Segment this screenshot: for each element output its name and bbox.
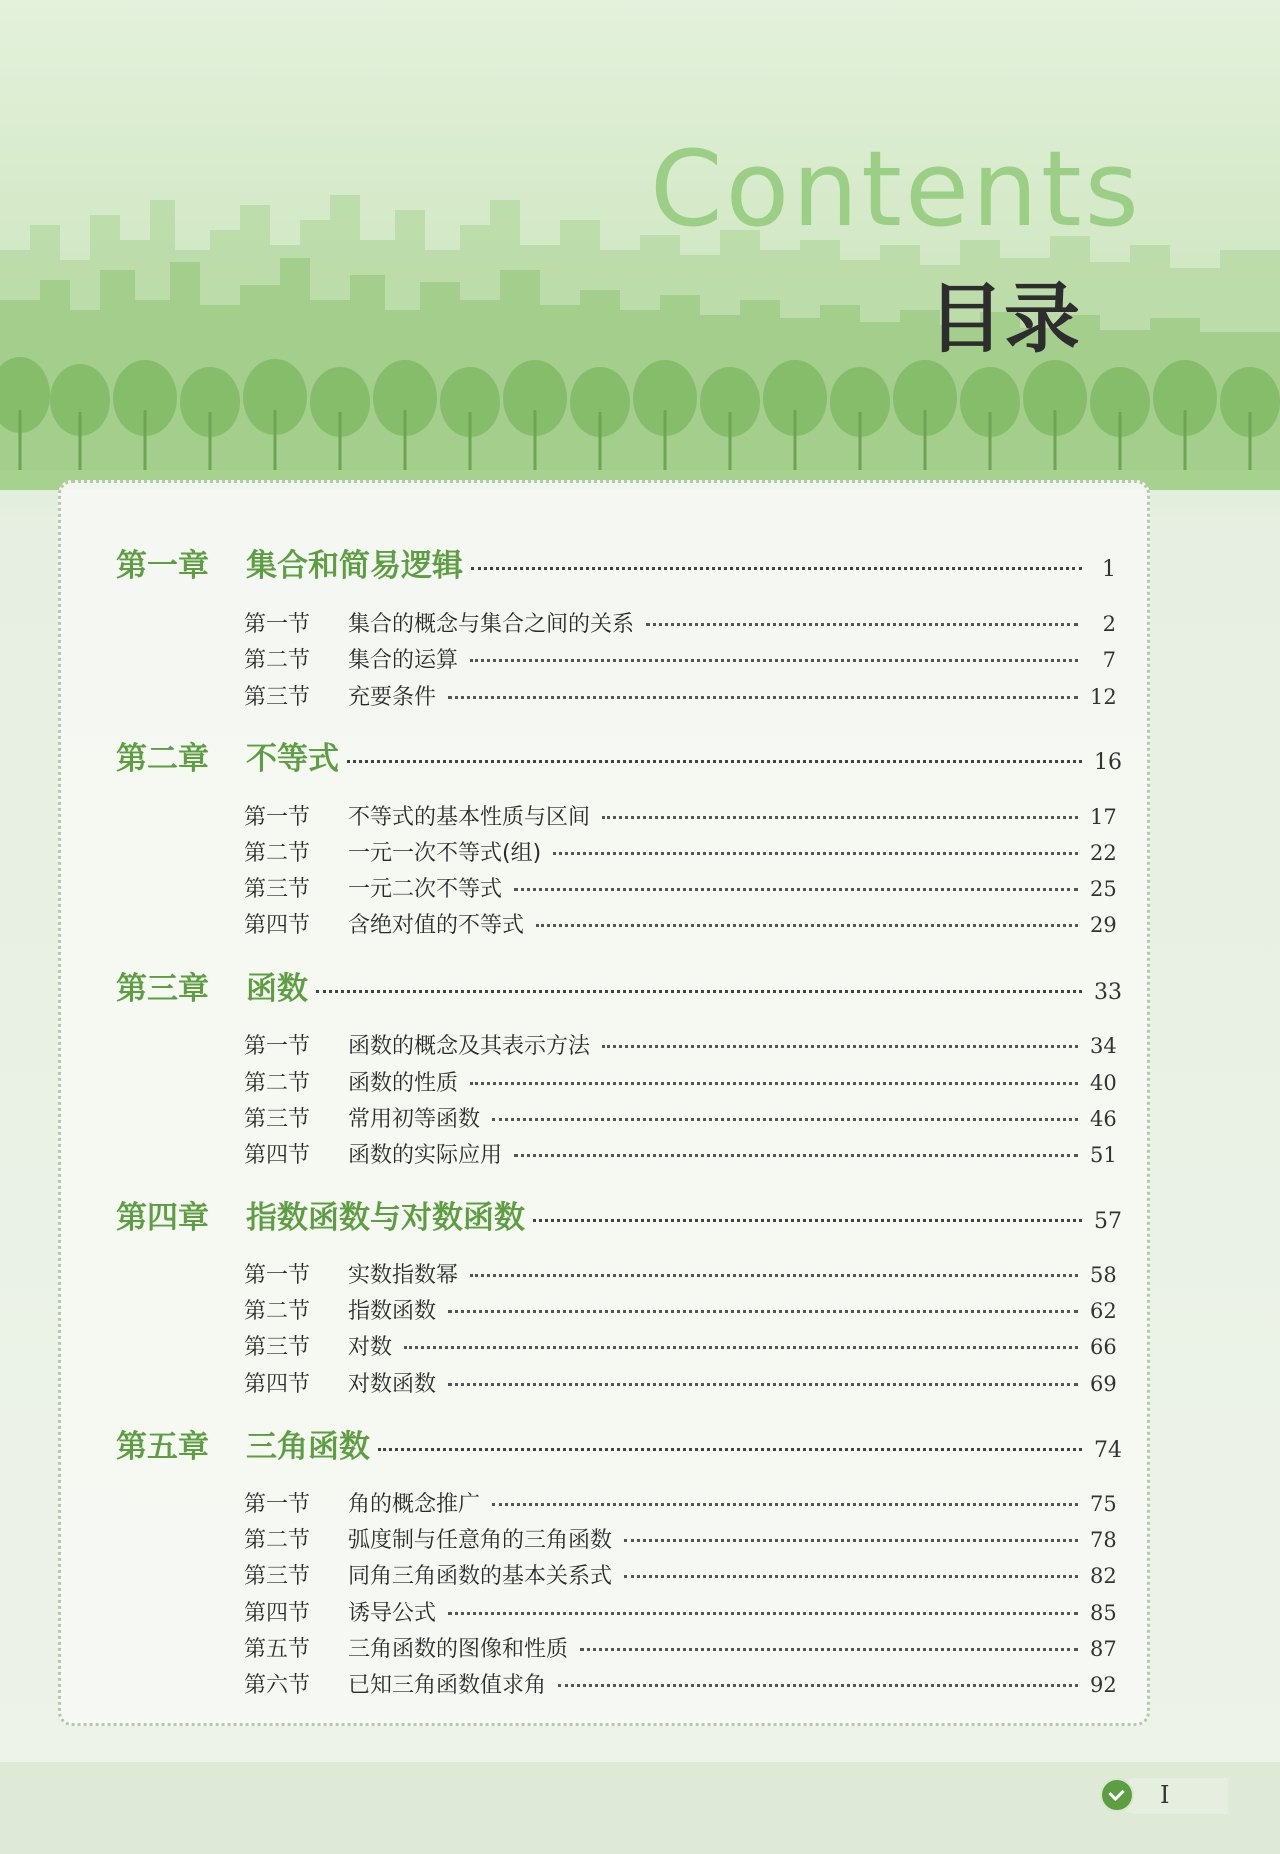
section-3-4-entry[interactable] bbox=[244, 1138, 1116, 1169]
section-number: 第六节 bbox=[244, 1673, 311, 1698]
dot-leader bbox=[553, 852, 1078, 855]
section-number: 第二节 bbox=[244, 1528, 311, 1553]
section-4-1-entry[interactable] bbox=[244, 1258, 1116, 1289]
section-5-6-entry[interactable] bbox=[244, 1668, 1116, 1699]
section-number: 第一节 bbox=[244, 1492, 311, 1517]
chapter-title: 集合和简易逻辑 bbox=[246, 548, 463, 584]
section-5-3-entry[interactable] bbox=[244, 1559, 1116, 1590]
section-title: 含绝对值的不等式 bbox=[348, 913, 525, 938]
section-title: 常用初等函数 bbox=[348, 1107, 481, 1132]
chapter-4-entry[interactable] bbox=[116, 1192, 1122, 1237]
footer-strip bbox=[0, 1762, 1280, 1854]
dot-leader bbox=[558, 1684, 1078, 1687]
section-number: 第二节 bbox=[244, 648, 311, 673]
section-title: 对数函数 bbox=[348, 1372, 437, 1397]
page-ref: 1 bbox=[1102, 557, 1116, 582]
page-number-tab bbox=[1118, 1778, 1228, 1814]
dot-leader bbox=[602, 1045, 1078, 1048]
section-number: 第一节 bbox=[244, 612, 311, 637]
section-number: 第三节 bbox=[244, 1564, 311, 1589]
chapter-number: 第三章 bbox=[116, 971, 209, 1007]
section-title: 指数函数 bbox=[348, 1299, 437, 1324]
section-5-4-entry[interactable] bbox=[244, 1596, 1116, 1627]
section-1-3-entry[interactable] bbox=[244, 680, 1116, 711]
section-title: 对数 bbox=[348, 1335, 393, 1360]
dot-leader bbox=[448, 1612, 1078, 1615]
section-number: 第三节 bbox=[244, 1335, 311, 1360]
section-5-5-entry[interactable] bbox=[244, 1632, 1116, 1663]
dot-leader bbox=[514, 888, 1078, 891]
section-title: 函数的实际应用 bbox=[348, 1143, 503, 1168]
dot-leader bbox=[316, 990, 1082, 993]
section-number: 第五节 bbox=[244, 1637, 311, 1662]
dot-leader bbox=[492, 1503, 1078, 1506]
page-ref: 66 bbox=[1090, 1335, 1117, 1359]
section-title: 一元二次不等式 bbox=[348, 877, 503, 902]
dot-leader bbox=[470, 1082, 1078, 1085]
section-number: 第二节 bbox=[244, 841, 311, 866]
chapter-number: 第四章 bbox=[116, 1200, 209, 1236]
section-number: 第一节 bbox=[244, 805, 311, 830]
page-ref: 92 bbox=[1090, 1673, 1117, 1697]
chapter-number: 第二章 bbox=[116, 741, 209, 777]
section-title: 函数的性质 bbox=[348, 1071, 459, 1096]
section-number: 第三节 bbox=[244, 1107, 311, 1132]
page-ref: 74 bbox=[1094, 1438, 1122, 1463]
dot-leader bbox=[347, 760, 1082, 763]
section-1-1-entry[interactable] bbox=[244, 607, 1116, 638]
page-ref: 40 bbox=[1090, 1071, 1117, 1095]
dot-leader bbox=[471, 567, 1082, 570]
page-ref: 25 bbox=[1090, 877, 1117, 901]
section-title: 集合的概念与集合之间的关系 bbox=[348, 612, 635, 637]
dot-leader bbox=[624, 1575, 1078, 1578]
chapter-title: 指数函数与对数函数 bbox=[246, 1200, 525, 1236]
page-ref: 2 bbox=[1102, 612, 1116, 636]
page-ref: 58 bbox=[1090, 1263, 1117, 1287]
publisher-logo-icon bbox=[1100, 1778, 1134, 1812]
section-number: 第二节 bbox=[244, 1071, 311, 1096]
section-4-2-entry[interactable] bbox=[244, 1294, 1116, 1325]
chapter-number: 第一章 bbox=[116, 548, 209, 584]
page-ref: 62 bbox=[1090, 1299, 1117, 1323]
section-3-2-entry[interactable] bbox=[244, 1066, 1116, 1097]
dot-leader bbox=[470, 659, 1078, 662]
section-1-2-entry[interactable] bbox=[244, 643, 1116, 674]
section-number: 第二节 bbox=[244, 1299, 311, 1324]
chapter-title: 函数 bbox=[246, 971, 308, 1007]
section-number: 第四节 bbox=[244, 913, 311, 938]
chapter-number: 第五章 bbox=[116, 1429, 209, 1465]
page-ref: 16 bbox=[1094, 750, 1122, 775]
section-number: 第一节 bbox=[244, 1263, 311, 1288]
page-ref: 22 bbox=[1090, 841, 1117, 865]
page-ref: 69 bbox=[1090, 1372, 1117, 1396]
dot-leader bbox=[378, 1448, 1082, 1451]
section-5-1-entry[interactable] bbox=[244, 1487, 1116, 1518]
page-ref: 33 bbox=[1094, 980, 1122, 1005]
section-title: 充要条件 bbox=[348, 685, 437, 710]
section-3-1-entry[interactable] bbox=[244, 1029, 1116, 1060]
section-number: 第一节 bbox=[244, 1034, 311, 1059]
section-title: 弧度制与任意角的三角函数 bbox=[348, 1528, 613, 1553]
chapter-title: 三角函数 bbox=[246, 1429, 370, 1465]
section-title: 实数指数幂 bbox=[348, 1263, 459, 1288]
section-title: 诱导公式 bbox=[348, 1601, 437, 1626]
dot-leader bbox=[646, 623, 1078, 626]
dot-leader bbox=[536, 924, 1078, 927]
chapter-title: 不等式 bbox=[246, 741, 339, 777]
section-title: 集合的运算 bbox=[348, 648, 459, 673]
page-ref: 17 bbox=[1090, 805, 1117, 829]
chapter-3-entry[interactable] bbox=[116, 963, 1122, 1008]
section-title: 一元一次不等式(组) bbox=[348, 841, 542, 866]
section-2-4-entry[interactable] bbox=[244, 908, 1116, 939]
mulu-heading: 目录 bbox=[928, 274, 1080, 363]
dot-leader bbox=[580, 1648, 1078, 1651]
page-ref: 46 bbox=[1090, 1107, 1117, 1131]
dot-leader bbox=[448, 696, 1078, 699]
dot-leader bbox=[492, 1118, 1078, 1121]
page-ref: 78 bbox=[1090, 1528, 1117, 1552]
section-4-3-entry[interactable] bbox=[244, 1330, 1116, 1361]
section-title: 同角三角函数的基本关系式 bbox=[348, 1564, 613, 1589]
page-ref: 7 bbox=[1102, 648, 1116, 672]
section-title: 函数的概念及其表示方法 bbox=[348, 1034, 591, 1059]
page-ref: 29 bbox=[1090, 913, 1117, 937]
section-number: 第三节 bbox=[244, 877, 311, 902]
page-number: I bbox=[1160, 1781, 1170, 1809]
page-ref: 85 bbox=[1090, 1601, 1117, 1625]
section-number: 第四节 bbox=[244, 1143, 311, 1168]
section-number: 第四节 bbox=[244, 1601, 311, 1626]
dot-leader bbox=[470, 1274, 1078, 1277]
section-title: 不等式的基本性质与区间 bbox=[348, 805, 591, 830]
section-title: 已知三角函数值求角 bbox=[348, 1673, 547, 1698]
page-ref: 57 bbox=[1094, 1209, 1122, 1234]
section-title: 三角函数的图像和性质 bbox=[348, 1637, 569, 1662]
dot-leader bbox=[602, 816, 1078, 819]
section-title: 角的概念推广 bbox=[348, 1492, 481, 1517]
section-2-2-entry[interactable] bbox=[244, 836, 1116, 867]
page-ref: 12 bbox=[1090, 685, 1117, 709]
section-4-4-entry[interactable] bbox=[244, 1367, 1116, 1398]
section-2-1-entry[interactable] bbox=[244, 800, 1116, 831]
section-2-3-entry[interactable] bbox=[244, 872, 1116, 903]
page-ref: 51 bbox=[1090, 1143, 1117, 1167]
contents-heading: Contents bbox=[650, 128, 1142, 250]
chapter-1-entry[interactable] bbox=[116, 540, 1116, 585]
section-3-3-entry[interactable] bbox=[244, 1102, 1116, 1133]
page-ref: 82 bbox=[1090, 1564, 1117, 1588]
section-5-2-entry[interactable] bbox=[244, 1523, 1116, 1554]
page-ref: 87 bbox=[1090, 1637, 1117, 1661]
dot-leader bbox=[448, 1310, 1078, 1313]
section-number: 第四节 bbox=[244, 1372, 311, 1397]
page-ref: 75 bbox=[1090, 1492, 1117, 1516]
section-number: 第三节 bbox=[244, 685, 311, 710]
chapter-5-entry[interactable] bbox=[116, 1421, 1122, 1466]
dot-leader bbox=[624, 1539, 1078, 1542]
dot-leader bbox=[404, 1346, 1078, 1349]
dot-leader bbox=[448, 1383, 1078, 1386]
chapter-2-entry[interactable] bbox=[116, 733, 1122, 778]
page-ref: 34 bbox=[1090, 1034, 1117, 1058]
dot-leader bbox=[533, 1219, 1082, 1222]
dot-leader bbox=[514, 1154, 1078, 1157]
